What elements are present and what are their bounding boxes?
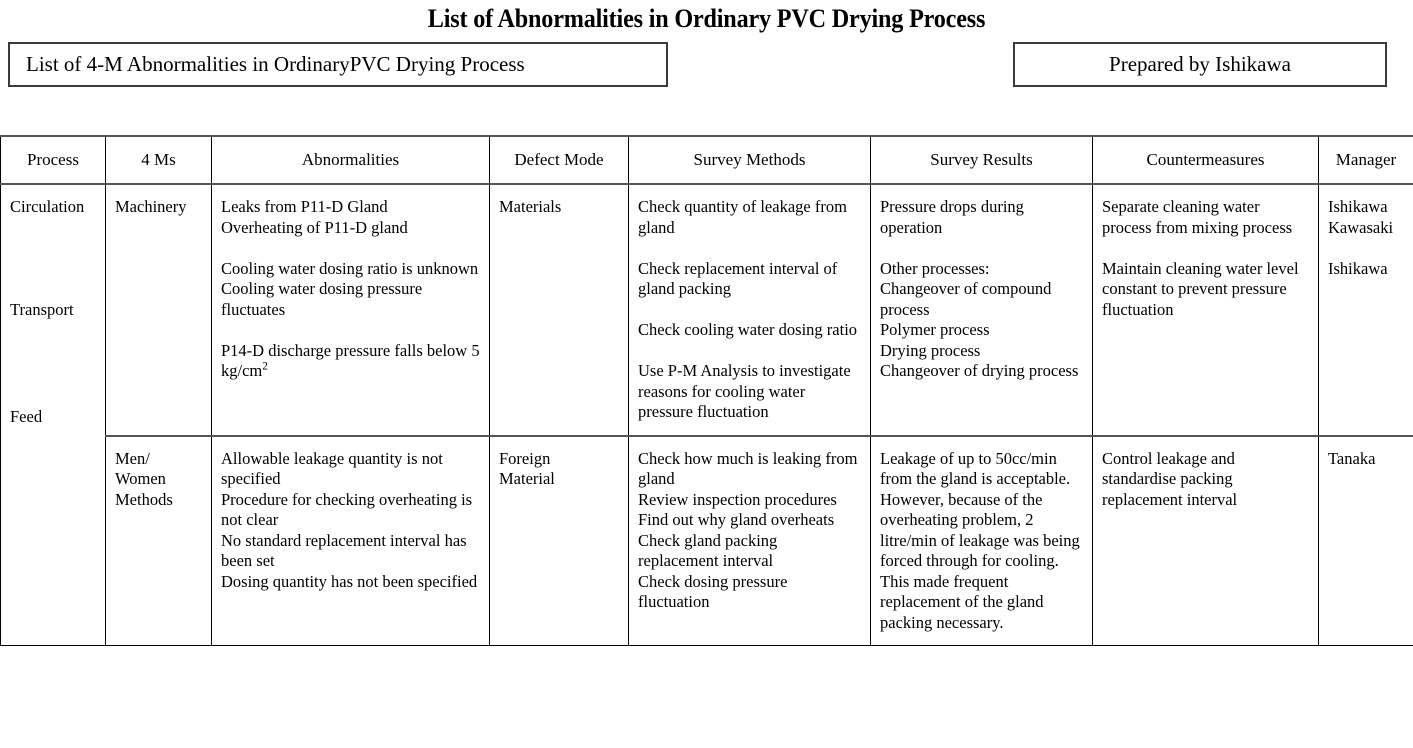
cell-abnormalities <box>212 436 490 646</box>
text-line: Materials <box>499 197 562 216</box>
text-line: Find out why gland overheats <box>638 510 835 529</box>
text-line: Changeover of drying process <box>880 361 1079 380</box>
cell-survey-results <box>871 184 1093 436</box>
text-line: Material <box>499 469 555 488</box>
superscript-two: 2 <box>262 360 268 373</box>
header-boxes <box>0 42 1413 94</box>
process-label-transport: Transport <box>10 300 74 319</box>
header-right-box-label: Prepared by Ishikawa <box>1109 52 1291 76</box>
text-line: Cooling water dosing pressure fluctuates <box>221 279 423 319</box>
column-header-4ms: 4 Ms <box>106 136 212 184</box>
text-line: Check replacement interval of gland packing <box>638 258 838 298</box>
cell-manager <box>1319 436 1413 646</box>
cell-survey-results <box>871 436 1093 646</box>
text-line: Polymer process <box>880 320 990 339</box>
column-header-abnormalities: Abnormalities <box>212 136 490 184</box>
text-line: Dosing quantity has not been specified <box>221 571 478 591</box>
cell-4ms <box>106 436 212 646</box>
cell-defect-mode <box>490 184 629 436</box>
cell-countermeasures <box>1093 436 1319 646</box>
header-right-box <box>1013 42 1387 87</box>
text-line: Ishikawa <box>1328 258 1388 278</box>
text-line: Machinery <box>115 197 187 216</box>
text-line: Overheating of P11-D gland <box>221 217 408 237</box>
text-line: Changeover of compound process <box>880 279 1052 319</box>
text-line: P14-D discharge pressure falls below 5 $kg/cm^2$ <box>221 340 480 380</box>
cell-survey-methods <box>629 436 871 646</box>
text-line: Kawasaki <box>1328 217 1394 237</box>
column-header-process: Process <box>1 136 106 184</box>
text-line: Ishikawa <box>1328 197 1388 216</box>
text-line: Separate cleaning water process from mixing process <box>1102 197 1293 237</box>
process-label-circulation: Circulation <box>10 197 85 216</box>
table-row <box>1 436 1413 646</box>
header-left-box <box>8 42 668 87</box>
text-line: Check quantity of leakage from gland <box>638 197 847 237</box>
text-line: Drying process <box>880 340 981 360</box>
abnormalities-table-wrapper <box>0 135 1413 748</box>
text-line: Allowable leakage quantity is not specified <box>221 448 443 488</box>
text-line: Maintain cleaning water level constant to prevent pressure fluctuation <box>1102 258 1299 319</box>
column-header-defect-mode: Defect Mode <box>490 136 629 184</box>
text-line: Foreign <box>499 448 551 468</box>
abnormalities-table <box>0 135 1413 646</box>
text-line: Other processes: <box>880 258 990 278</box>
text-line: Check how much is leaking from gland <box>638 448 858 488</box>
text-line: Methods <box>115 489 173 509</box>
cell-process <box>1 184 106 646</box>
text-line: Cooling water dosing ratio is unknown <box>221 258 479 278</box>
header-left-box-label: List of 4-M Abnormalities in OrdinaryPVC Drying Process <box>26 52 525 76</box>
text-line: Check cooling water dosing ratio <box>638 320 858 339</box>
column-header-manager: Manager <box>1319 136 1413 184</box>
text-line: Procedure for checking overheating is not clear <box>221 489 473 529</box>
page-title: List of Abnormalities in Ordinary PVC Drying Process <box>427 4 986 33</box>
text-line: Pressure drops during operation <box>880 197 1024 237</box>
column-header-survey-results: Survey Results <box>871 136 1093 184</box>
cell-countermeasures <box>1093 184 1319 436</box>
cell-manager <box>1319 184 1413 436</box>
text-line: Leaks from P11-D Gland <box>221 197 388 216</box>
text-line: Use P-M Analysis to investigate reasons for cooling water pressure fluctuation <box>638 361 851 421</box>
table-row <box>1 184 1413 436</box>
column-header-countermeasures: Countermeasures <box>1093 136 1319 184</box>
text-line: Review inspection procedures <box>638 489 837 509</box>
cell-abnormalities <box>212 184 490 436</box>
text-line: Check dosing pressure fluctuation <box>638 571 788 611</box>
cell-4ms <box>106 184 212 436</box>
text-line: No standard replacement interval has been set <box>221 530 467 570</box>
text-line: Women <box>115 469 166 488</box>
table-header-row <box>1 136 1413 184</box>
cell-defect-mode <box>490 436 629 646</box>
process-label-feed: Feed <box>10 407 43 426</box>
column-header-survey-methods: Survey Methods <box>629 136 871 184</box>
text-line: Tanaka <box>1328 448 1376 468</box>
text-line: Check gland packing replacement interval <box>638 530 778 570</box>
text-line: Men/ <box>115 448 150 468</box>
cell-survey-methods <box>629 184 871 436</box>
text-line: Leakage of up to 50cc/min from the gland is acceptable. However, because of the overheating problem, 2 litre/min of leakage was being forced through for cooling. This made frequent replacement of the gland packing necessary. <box>880 448 1080 632</box>
text-line: Control leakage and standardise packing replacement interval <box>1102 448 1238 509</box>
